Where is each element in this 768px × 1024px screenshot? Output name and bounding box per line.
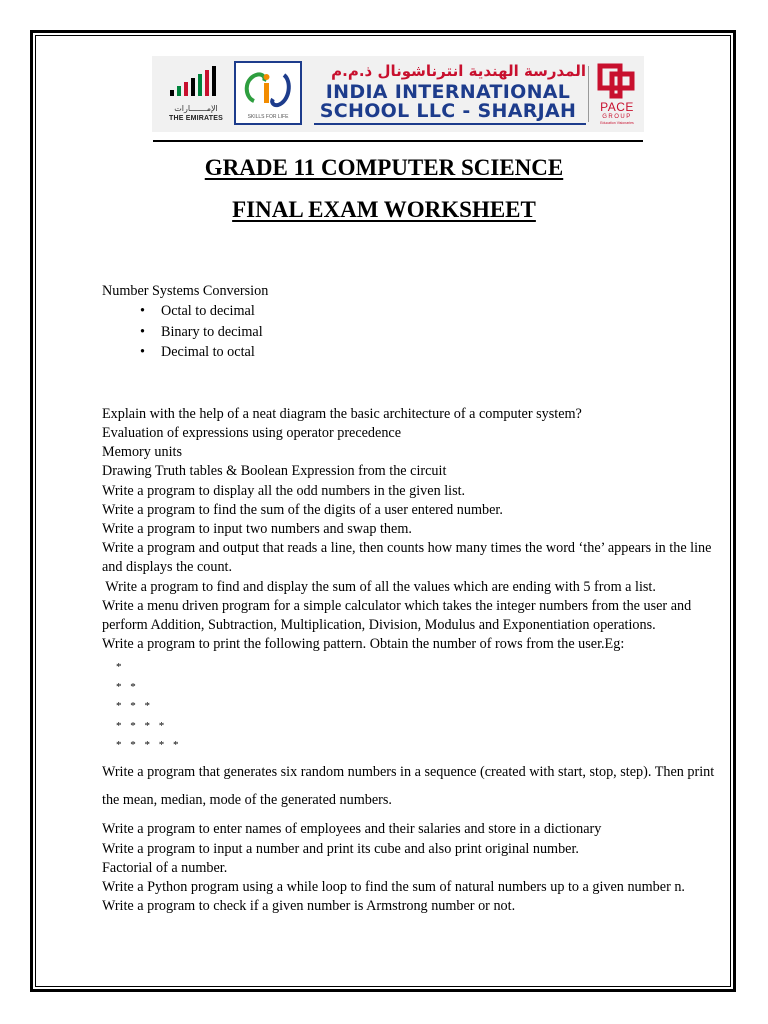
question-list bbox=[102, 405, 722, 917]
question-item: Write a program and output that reads a line, then counts how many times the word ‘the’ appears in the line and displays the count. bbox=[102, 540, 712, 576]
school-name-line2: SCHOOL LLC - SHARJAH bbox=[319, 100, 577, 122]
pattern-row: * * * bbox=[116, 700, 153, 713]
school-name-arabic: المدرسة الهندية انترناشونال ذ.م.م bbox=[331, 62, 586, 80]
question-item: Write a program to find the sum of the digits of a user entered number. bbox=[102, 501, 503, 518]
pattern-row: * * bbox=[116, 680, 139, 693]
topic-list bbox=[102, 301, 722, 363]
question-item: Write a program to print the following pattern. Obtain the number of rows from the user.Eg: bbox=[102, 636, 625, 653]
school-name-underline bbox=[314, 123, 586, 125]
question-item: Write a menu driven program for a simple calculator which takes the integer numbers from the user and perform Addition, Subtraction, Multiplication, Division, Modulus and Exponentiation operations. bbox=[102, 597, 692, 633]
topic-item: • Decimal to octal bbox=[140, 342, 722, 363]
worksheet-title-line1: GRADE 11 COMPUTER SCIENCE bbox=[204, 155, 564, 180]
question-item: Write a Python program using a while loop to find the sum of natural numbers up to a given number n. bbox=[102, 878, 685, 895]
pattern-row: * bbox=[116, 661, 125, 674]
emirates-arabic-text: الإمـــــــارات bbox=[174, 104, 218, 113]
question-item: Memory units bbox=[102, 444, 182, 461]
question-item: Write a program to input a number and print its cube and also print original number. bbox=[102, 840, 579, 857]
pace-tagline: Education Visionaries bbox=[600, 121, 634, 125]
question-item: Write a program to enter names of employees and their salaries and store in a dictionary bbox=[102, 821, 602, 838]
question-item: Write a program that generates six random numbers in a sequence (created with start, stop, step). Then print the mean, median, mode of the generated numbers. bbox=[102, 764, 715, 809]
question-item: Write a program to check if a given number is Armstrong number or not. bbox=[102, 898, 516, 915]
question-item: Write a program to input two numbers and swap them. bbox=[102, 520, 412, 537]
pace-word: PACE bbox=[600, 100, 634, 114]
school-header bbox=[152, 56, 644, 132]
question-item: Drawing Truth tables & Boolean Expression from the circuit bbox=[102, 463, 447, 480]
topic-item: • Octal to decimal bbox=[140, 301, 722, 322]
pace-group-logo bbox=[594, 62, 640, 128]
worksheet-content bbox=[102, 282, 722, 916]
header-divider bbox=[153, 140, 643, 142]
question-item: Evaluation of expressions using operator precedence bbox=[102, 424, 402, 441]
pattern-row: * * * * * bbox=[116, 738, 182, 751]
star-pattern bbox=[116, 658, 722, 755]
iis-logo bbox=[234, 61, 302, 125]
question-item: Write a program to display all the odd numbers in the given list. bbox=[102, 482, 466, 499]
school-name-line1: INDIA INTERNATIONAL bbox=[325, 81, 571, 103]
iis-tagline: SKILLS FOR LIFE bbox=[247, 114, 289, 120]
the-emirates-logo bbox=[162, 64, 230, 126]
question-item: Factorial of a number. bbox=[102, 859, 228, 876]
pattern-row: * * * * bbox=[116, 719, 168, 732]
logo-divider bbox=[588, 66, 589, 122]
question-item: Explain with the help of a neat diagram the basic architecture of a computer system? bbox=[102, 405, 582, 422]
pace-group-word: GROUP bbox=[602, 114, 632, 120]
topic-heading: Number Systems Conversion bbox=[102, 283, 269, 299]
topic-item: • Binary to decimal bbox=[140, 322, 722, 343]
worksheet-title-line2: FINAL EXAM WORKSHEET bbox=[232, 197, 536, 222]
emirates-label: THE EMIRATES bbox=[169, 115, 223, 122]
question-item: Write a program to find and display the sum of all the values which are ending with 5 from a list. bbox=[102, 578, 656, 595]
